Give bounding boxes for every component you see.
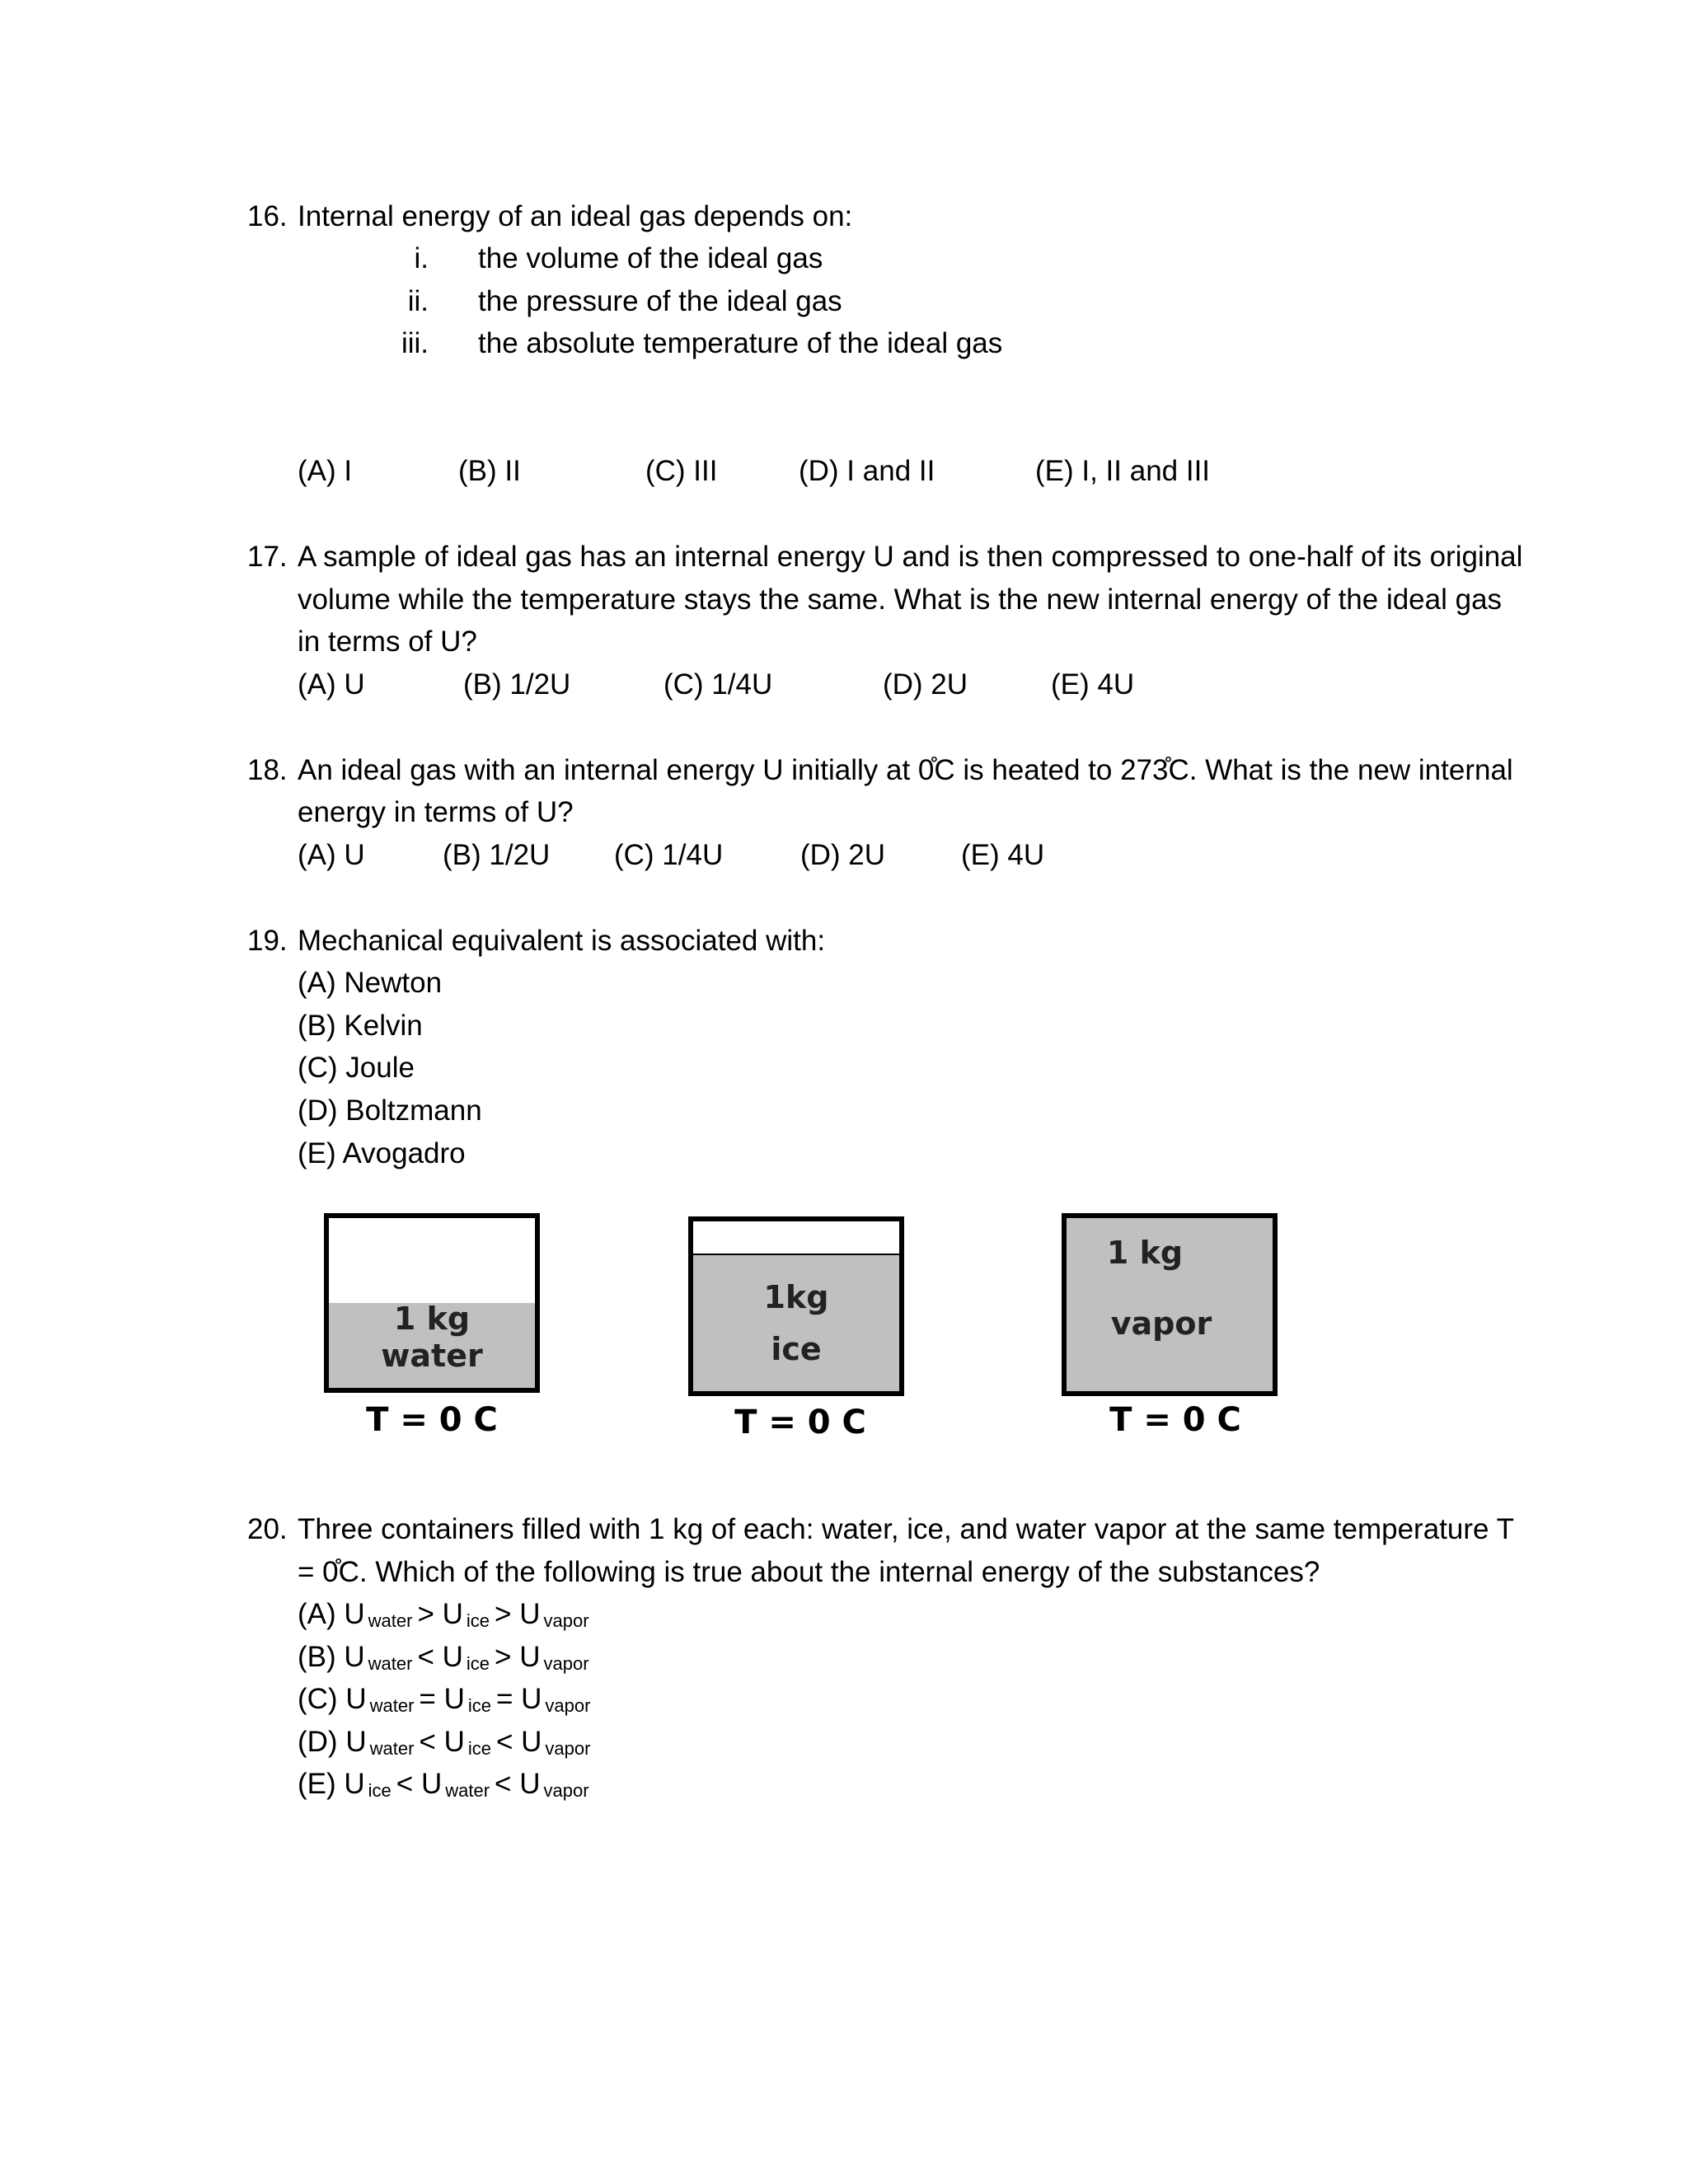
energy-subscript: ice [467,1695,491,1716]
q20-option-a[interactable] [298,1596,594,1639]
energy-symbol: U [443,1683,465,1715]
ice-temperature-label: T = 0 C [734,1404,866,1441]
q20-option-label: (B) [298,1641,345,1673]
q17-line: in terms of U? [298,626,477,658]
water-substance-label: water [381,1338,483,1374]
q19-option-d[interactable]: (D) Boltzmann [298,1094,482,1127]
ice-container [688,1216,904,1396]
q16-item-roman: iii. [401,327,429,359]
q17-option-d[interactable]: (D) 2U [883,668,968,701]
energy-subscript: vapor [543,1780,589,1801]
q16-number: 16. [247,200,288,232]
q17-number: 17. [247,541,288,573]
vapor-substance-label: vapor [1110,1305,1212,1342]
q19-option-e[interactable]: (E) Avogadro [298,1137,466,1169]
q18-option-c[interactable]: (C) 1/4U [614,839,724,871]
energy-subscript: ice [467,1738,491,1759]
energy-subscript: water [368,1653,413,1674]
q16-option-e[interactable]: (E) I, II and III [1035,455,1211,487]
q16-item-roman: ii. [407,285,429,317]
comparison-operator: > [495,1641,520,1673]
energy-symbol: U [345,1726,367,1758]
q16-option-d[interactable]: (D) I and II [799,455,935,487]
q19-option-c[interactable]: (C) Joule [298,1052,415,1084]
q20-line: Three containers filled with 1 kg of each: water, ice, and water vapor at the same temperature T [298,1513,1514,1545]
q20-option-label: (C) [298,1683,346,1715]
q18-option-a[interactable]: (A) U [298,839,365,871]
q16-option-a[interactable]: (A) I [298,455,353,487]
q16-option-b[interactable]: (B) II [458,455,521,487]
q19-number: 19. [247,925,288,957]
energy-subscript: water [445,1780,490,1801]
energy-symbol: U [442,1598,463,1630]
q17-option-c[interactable]: (C) 1/4U [663,668,773,701]
q18-line: An ideal gas with an internal energy U initially at 0̊C is heated to 273̊C. What is the new internal [298,754,1513,786]
comparison-operator: < [396,1768,421,1800]
q17-option-e[interactable]: (E) 4U [1051,668,1135,701]
energy-symbol: U [519,1641,541,1673]
q20-option-b[interactable] [298,1639,594,1682]
energy-subscript: ice [466,1653,490,1674]
energy-subscript: vapor [545,1695,591,1716]
energy-subscript: ice [368,1780,392,1801]
water-temperature-label: T = 0 C [366,1401,498,1439]
q20-option-e[interactable] [298,1766,594,1809]
water-container [324,1213,540,1393]
energy-subscript: vapor [543,1610,589,1631]
energy-subscript: water [369,1695,415,1716]
q17-option-a[interactable]: (A) U [298,668,365,701]
comparison-operator: > [495,1598,520,1630]
q20-number: 20. [247,1513,288,1545]
q17-option-b[interactable]: (B) 1/2U [463,668,571,701]
q16-stem: Internal energy of an ideal gas depends on: [298,200,853,232]
energy-symbol: U [345,1683,367,1715]
q20-line: = 0̊C. Which of the following is true about the internal energy of the substances? [298,1556,1320,1588]
q16-item-text: the pressure of the ideal gas [478,285,842,317]
q20-option-label: (D) [298,1726,346,1758]
q16-item-roman: i. [414,242,429,274]
energy-symbol: U [443,1726,465,1758]
q16-item-text: the volume of the ideal gas [478,242,823,274]
vapor-temperature-label: T = 0 C [1109,1401,1241,1439]
comparison-operator: < [495,1768,520,1800]
q19-stem: Mechanical equivalent is associated with: [298,925,826,957]
comparison-operator: < [419,1726,444,1758]
q18-option-d[interactable]: (D) 2U [800,839,886,871]
energy-symbol: U [344,1641,365,1673]
ice-substance-label: ice [771,1331,822,1367]
q20-option-label: (E) [298,1768,345,1800]
energy-symbol: U [442,1641,463,1673]
energy-subscript: water [369,1738,415,1759]
q16-option-c[interactable]: (C) III [645,455,718,487]
ice-fill [693,1254,899,1391]
comparison-operator: = [495,1683,522,1715]
comparison-operator: < [495,1726,522,1758]
q19-option-a[interactable]: (A) Newton [298,967,443,999]
q18-option-b[interactable]: (B) 1/2U [443,839,551,871]
ice-mass-label: 1kg [763,1279,829,1315]
energy-subscript: vapor [543,1653,589,1674]
q20-option-label: (A) [298,1598,345,1630]
energy-subscript: ice [466,1610,490,1631]
comparison-operator: = [419,1683,444,1715]
energy-subscript: water [368,1610,413,1631]
q18-number: 18. [247,754,288,786]
energy-symbol: U [521,1683,542,1715]
q18-option-e[interactable]: (E) 4U [961,839,1045,871]
vapor-mass-label: 1 kg [1106,1235,1184,1271]
energy-symbol: U [519,1768,541,1800]
energy-symbol: U [344,1768,365,1800]
energy-symbol: U [519,1598,541,1630]
water-mass-label: 1 kg [393,1301,471,1337]
q16-item-text: the absolute temperature of the ideal gas [478,327,1003,359]
q20-option-d[interactable] [298,1724,595,1767]
q17-line: volume while the temperature stays the same. What is the new internal energy of the ideal gas [298,583,1503,616]
comparison-operator: > [417,1598,443,1630]
comparison-operator: < [417,1641,443,1673]
vapor-container [1062,1213,1278,1396]
energy-subscript: vapor [545,1738,591,1759]
energy-symbol: U [521,1726,542,1758]
q17-line: A sample of ideal gas has an internal energy U and is then compressed to one-half of its original [298,541,1523,573]
energy-symbol: U [420,1768,443,1800]
energy-symbol: U [344,1598,365,1630]
q19-option-b[interactable]: (B) Kelvin [298,1010,423,1042]
q20-option-c[interactable] [298,1681,595,1724]
q18-line: energy in terms of U? [298,796,574,828]
